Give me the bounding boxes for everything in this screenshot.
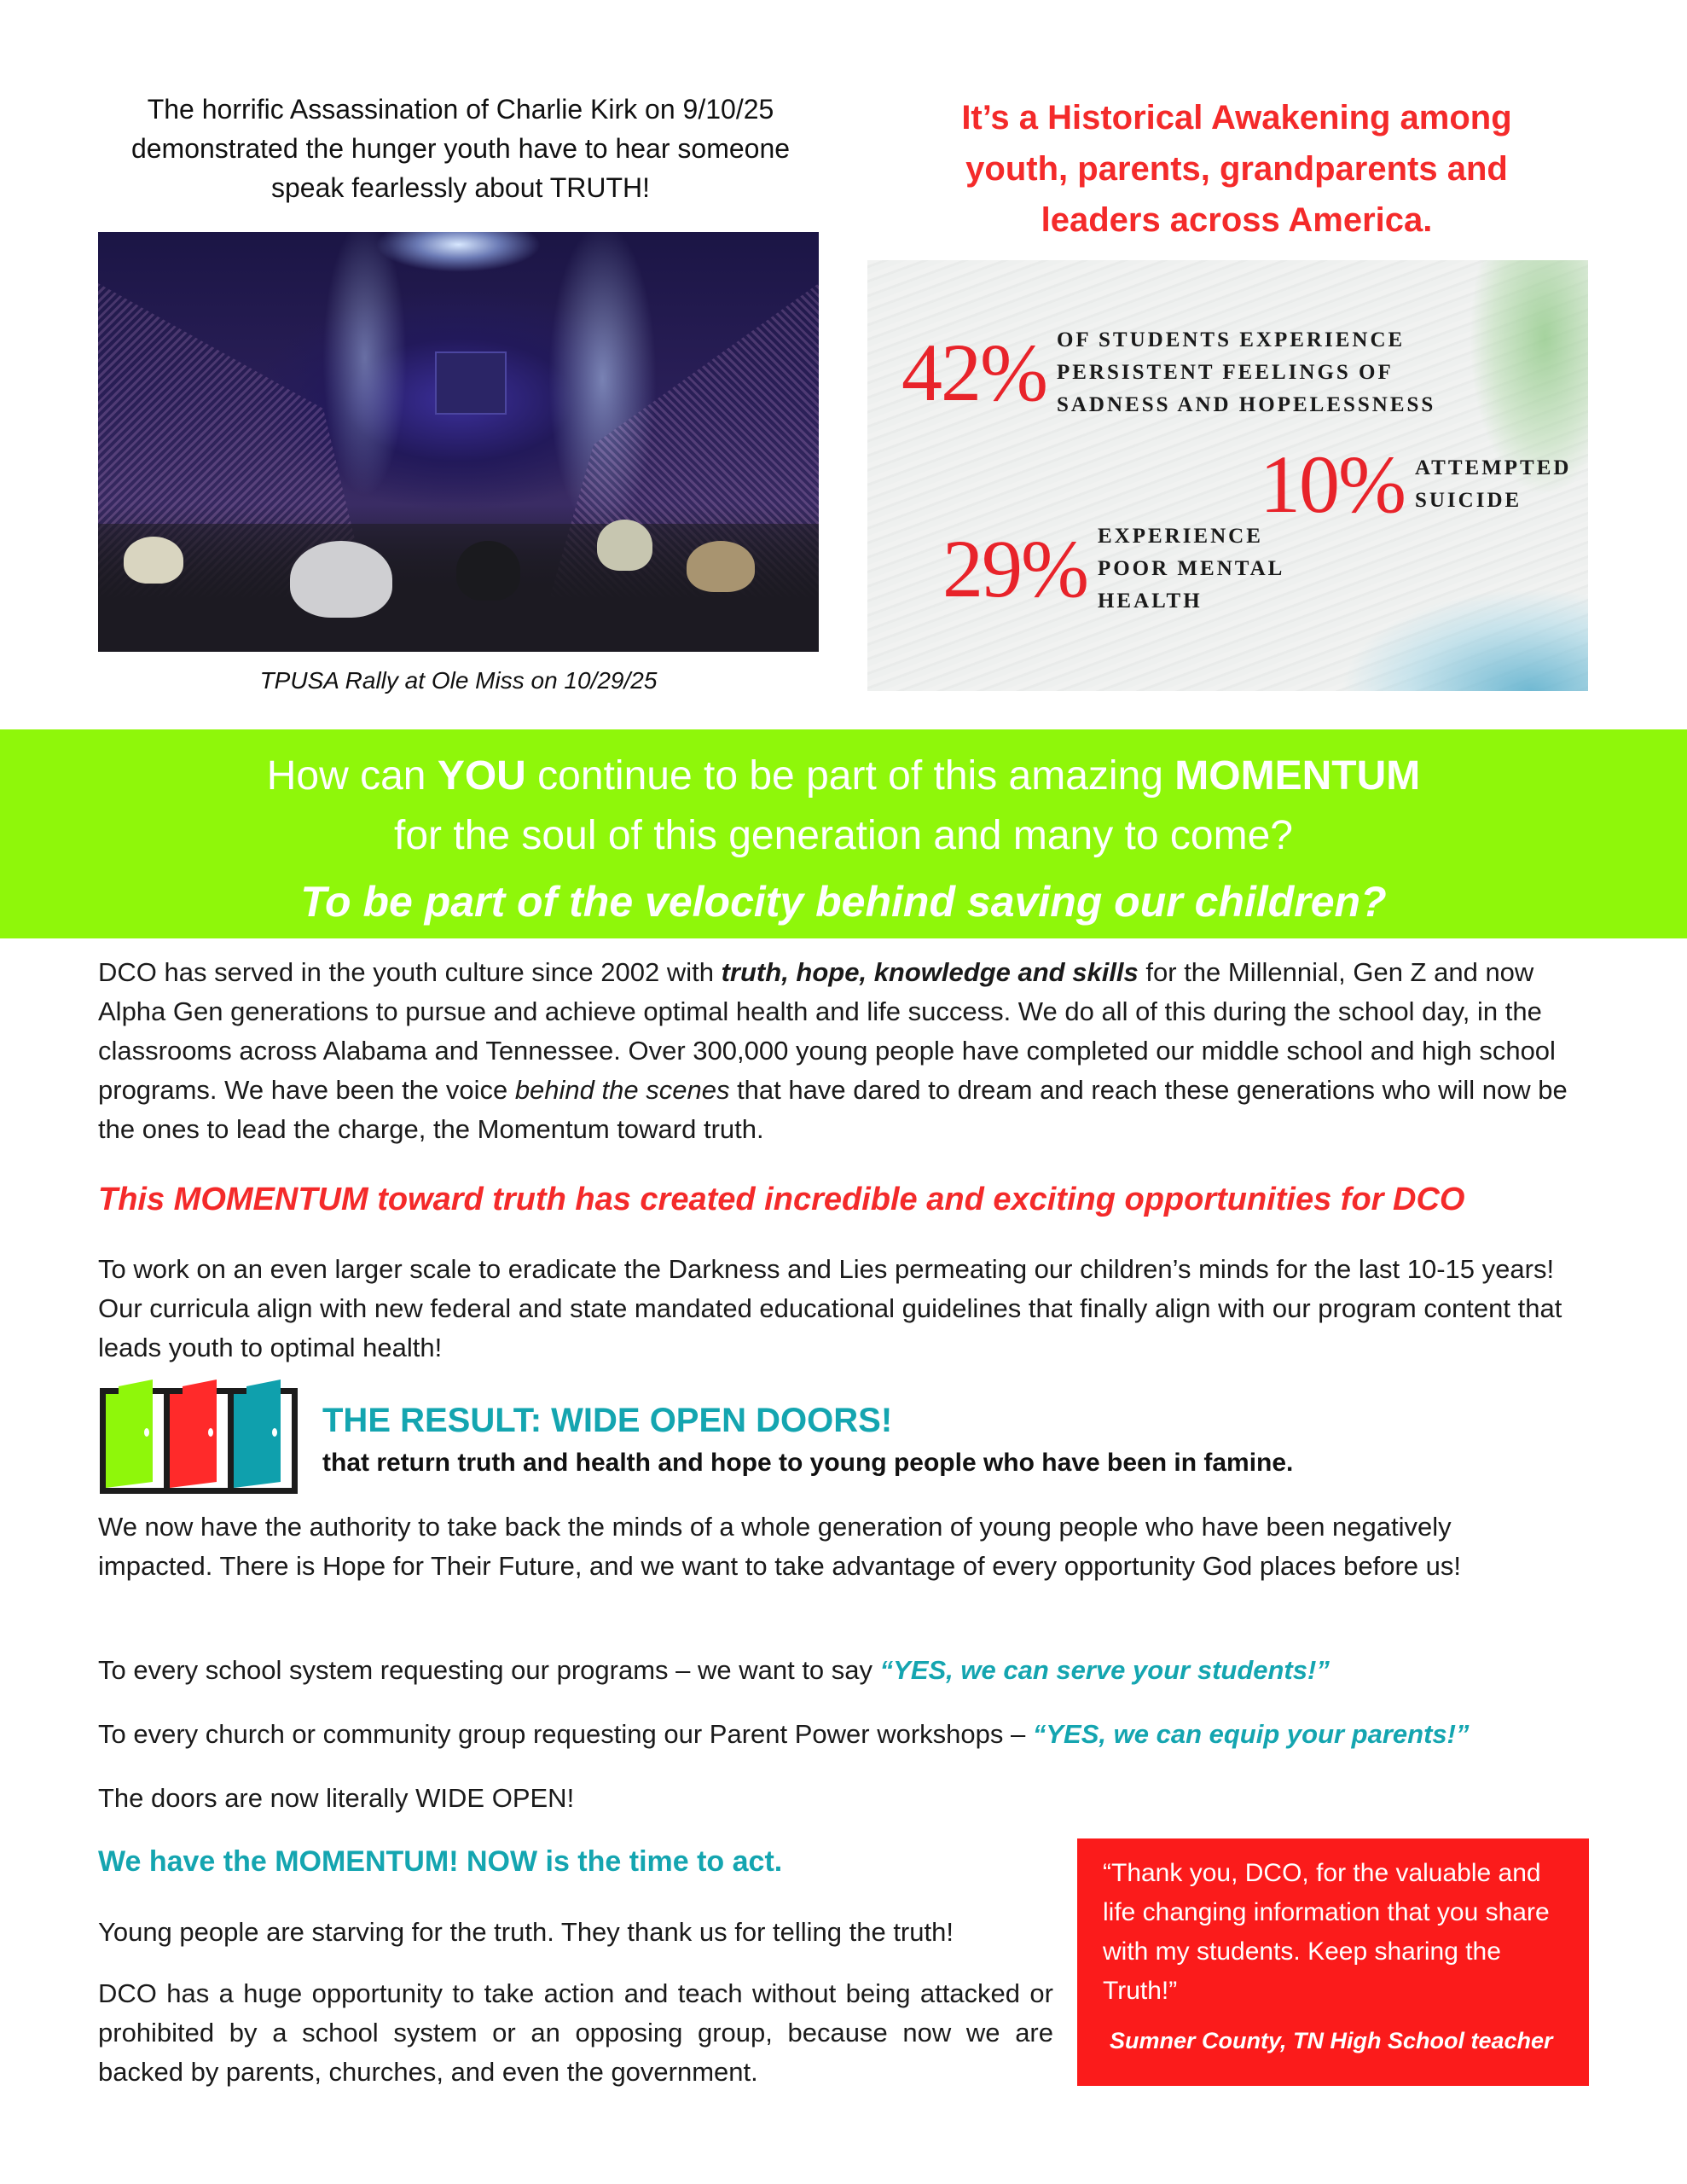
banner-text: How can <box>266 753 438 799</box>
awakening-heading <box>878 92 1595 246</box>
testimonial-box <box>1077 1838 1589 2086</box>
momentum-banner <box>0 729 1687 938</box>
opportunity-paragraph: DCO has a huge opportunity to take action and teach without being attacked or prohibited by a school system or an opposing group, because now we are backed by parents, churches, and even the government. <box>98 1978 1053 2087</box>
stat-value: 42% <box>901 327 1046 418</box>
camo-head <box>687 541 755 592</box>
stat-desc-line: SUICIDE <box>1414 489 1522 512</box>
starving-paragraph: Young people are starving for the truth. They thank us for telling the truth! <box>98 1917 954 1947</box>
intro-line: The horrific Assassination of Charlie Kirk on 9/10/25 <box>147 94 774 125</box>
stat-10-percent <box>1260 439 1572 530</box>
stat-desc-line: PERSISTENT FEELINGS OF <box>1056 361 1394 384</box>
text: for the Millennial, Gen Z and now Alpha Gen generations to pursue and achieve optimal health and life success. We do all of this during the school day, in the classrooms across Alabama and Tennessee. Over 300,000 young people have completed our middle school and high school programs. We have been the voice <box>98 957 1556 1105</box>
intro-paragraph <box>98 953 1586 1149</box>
testimonial-attribution: Sumner County, TN High School teacher <box>1110 2028 1553 2053</box>
awakening-line: leaders across America. <box>1041 201 1433 239</box>
result-subheading: that return truth and health and hope to young people who have been in famine. <box>322 1449 1294 1477</box>
wide-open-line: The doors are now literally WIDE OPEN! <box>98 1783 575 1813</box>
stat-value: 29% <box>942 523 1087 614</box>
stat-value: 10% <box>1260 439 1405 530</box>
intro-text <box>94 90 827 207</box>
cap-head <box>124 537 183 584</box>
awakening-line: It’s a Historical Awakening among <box>961 99 1512 136</box>
stage-screen <box>435 351 507 415</box>
rally-photo <box>98 232 819 652</box>
text: To every school system requesting our programs – we want to say <box>98 1655 880 1685</box>
stat-29-percent <box>942 520 1284 618</box>
stat-description <box>1415 452 1572 517</box>
banner-line-3: To be part of the velocity behind saving our children? <box>300 878 1387 926</box>
stat-desc-line: HEALTH <box>1097 590 1203 613</box>
hood-head <box>290 541 392 618</box>
text: DCO has served in the youth culture since 2002 with <box>98 957 722 987</box>
text: that have dared to dream and reach these generations who will now be the ones to lead the charge, the Momentum toward truth. <box>98 1075 1568 1144</box>
statistics-card <box>867 260 1588 691</box>
testimonial-quote: “Thank you, DCO, for the valuable and life changing information that you share with my students. Keep sharing the Truth!” <box>1103 1859 1550 2005</box>
emphasis-text: truth, hope, knowledge and skills <box>721 957 1139 987</box>
school-system-line <box>98 1651 1586 1690</box>
intro-line: speak fearlessly about TRUTH! <box>270 172 651 203</box>
authority-paragraph: We now have the authority to take back the minds of a whole generation of young people who have been negatively impacted. There is Hope for Their Future, and we want to take advantage of every opportunity God places before us! <box>98 1512 1461 1581</box>
stat-description <box>1057 324 1435 421</box>
awakening-line: youth, parents, grandparents and <box>965 150 1508 188</box>
cap-head <box>597 520 652 571</box>
stat-desc-line: SADNESS AND HOPELESSNESS <box>1056 393 1436 416</box>
intro-line: demonstrated the hunger youth have to hear someone <box>130 133 791 164</box>
photo-caption: TPUSA Rally at Ole Miss on 10/29/25 <box>259 667 658 694</box>
yes-parents-quote: “YES, we can equip your parents!” <box>1032 1719 1470 1749</box>
dark-head <box>456 541 520 601</box>
banner-text: continue to be part of this amazing <box>525 753 1175 799</box>
church-group-line <box>98 1715 1586 1754</box>
banner-line-2: for the soul of this generation and many to come? <box>394 813 1293 858</box>
stat-42-percent <box>901 324 1435 421</box>
banner-emphasis: YOU <box>437 753 526 799</box>
banner-emphasis: MOMENTUM <box>1174 753 1421 799</box>
stat-description <box>1098 520 1284 618</box>
result-heading: THE RESULT: WIDE OPEN DOORS! <box>322 1402 893 1439</box>
opportunities-heading: This MOMENTUM toward truth has created incredible and exciting opportunities for DCO <box>98 1182 1465 1217</box>
emphasis-text: behind the scenes <box>514 1075 730 1105</box>
yes-students-quote: “YES, we can serve your students!” <box>879 1655 1330 1685</box>
stat-desc-line: OF STUDENTS EXPERIENCE <box>1056 328 1406 351</box>
scale-paragraph: To work on an even larger scale to eradicate the Darkness and Lies permeating our children’s minds for the last 10-15 years! Our curricula align with new federal and state mandated educational guidelines that finally align with our program content that leads youth to optimal health! <box>98 1254 1562 1362</box>
stat-desc-line: POOR MENTAL <box>1097 557 1285 580</box>
stat-desc-line: EXPERIENCE <box>1097 525 1263 548</box>
open-doors-icon <box>100 1380 298 1494</box>
stat-desc-line: ATTEMPTED <box>1414 456 1572 479</box>
act-now-heading: We have the MOMENTUM! NOW is the time to act. <box>98 1845 783 1878</box>
text: To every church or community group requesting our Parent Power workshops – <box>98 1719 1033 1749</box>
banner-line-1 <box>0 746 1687 806</box>
